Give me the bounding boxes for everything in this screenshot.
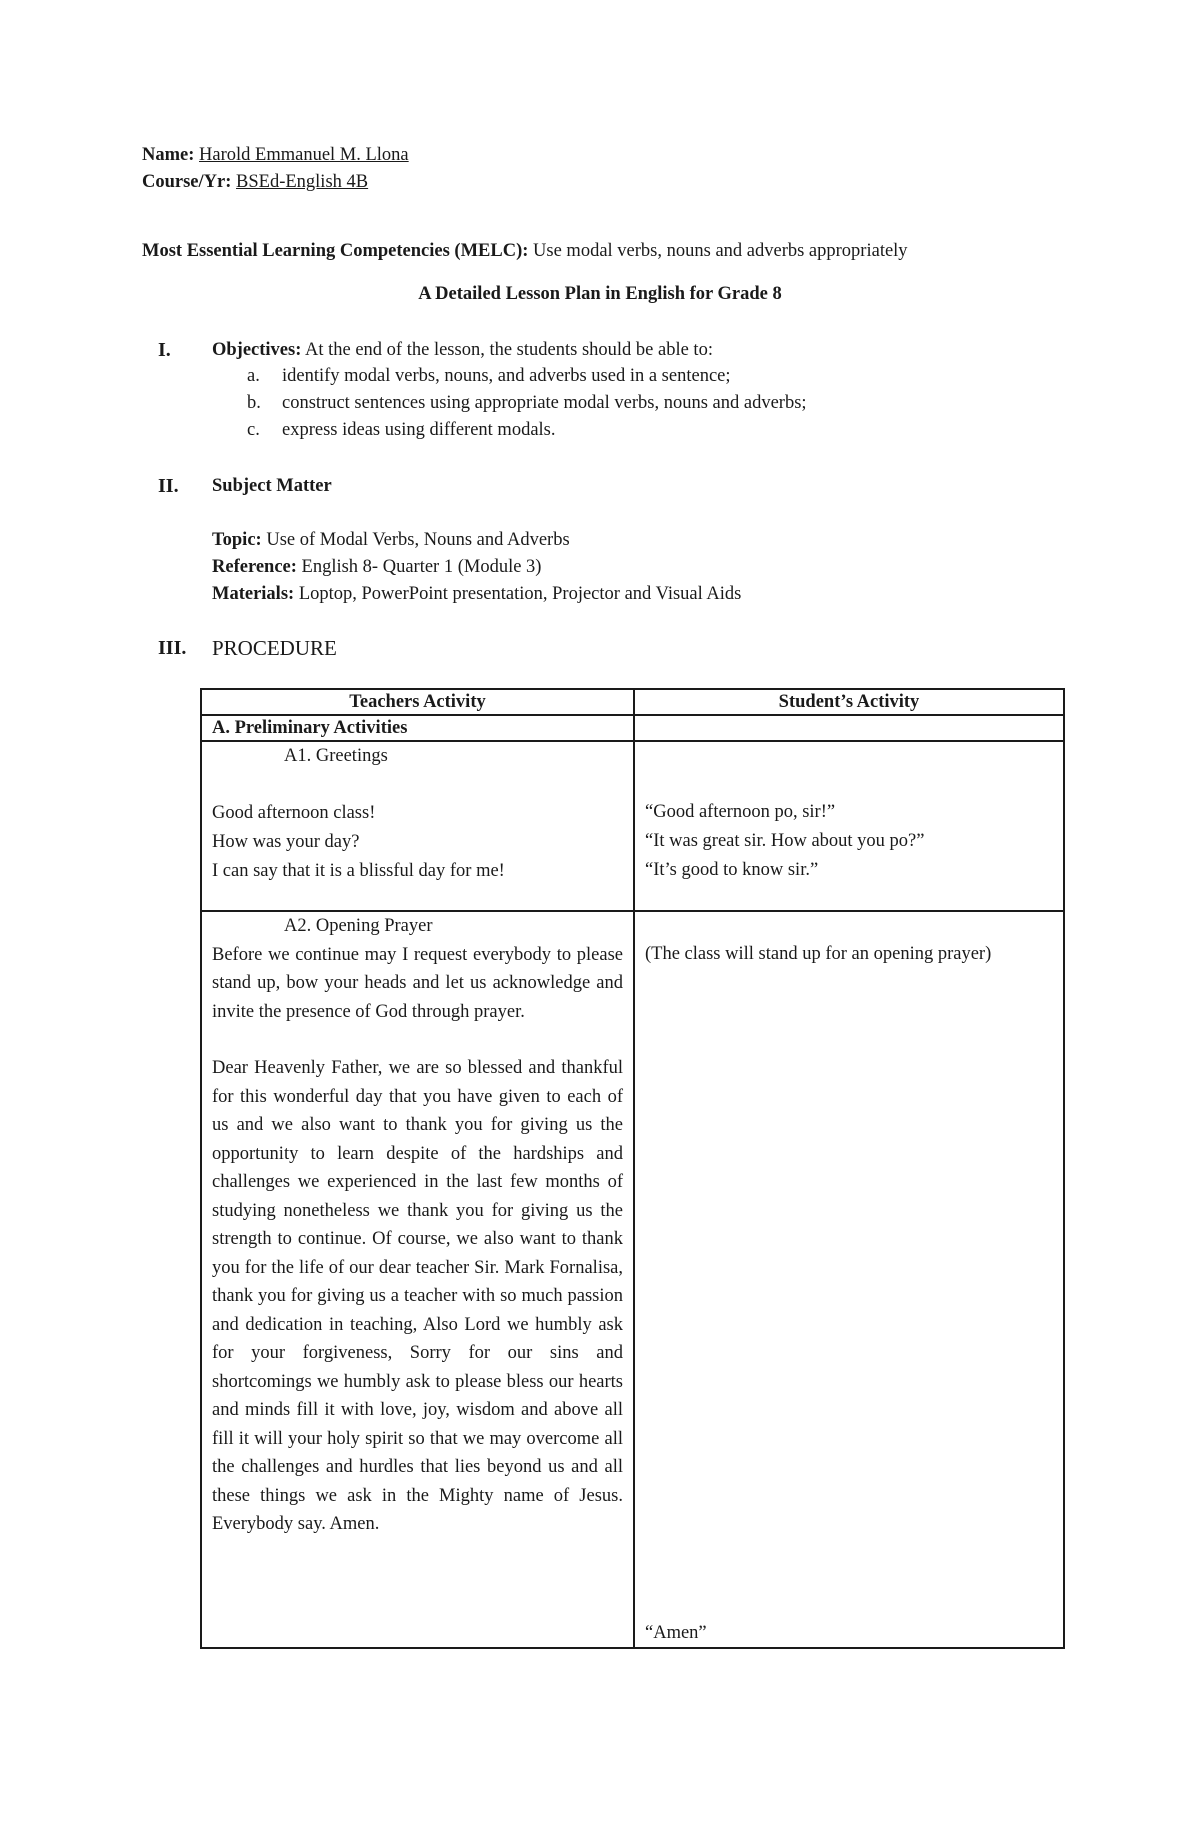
prayer-text: Dear Heavenly Father, we are so blessed and thankful for this wonderful day that you have given to each of us and we also want to thank you for giving us the opportunity to learn despite of the hardships and challenges we experienced in the last few months of studying nonetheless we thank you for giving us the strength to continue. Of course, we also want to thank you for the life of our dear teacher Sir. Mark Fornalisa, thank you for giving us a teacher with so much passion and dedication in teaching, Also Lord we humbly ask for your forgiveness, Sorry for our sins and shortcomings we humbly ask to please bless our hearts and minds fill it with love, joy, wisdom and above all fill it will your holy spirit so that we may overcome all the challenges and hurdles that lies beyond us and all these things we ask in the Mighty name of Jesus. Everybody say. Amen. xyxy=(212,1058,623,1534)
response-line: “It was great sir. How about you po?” xyxy=(645,831,925,851)
student-amen: “Amen” xyxy=(645,1622,707,1643)
greeting-line: How was your day? xyxy=(212,832,360,852)
response-line: “It’s good to know sir.” xyxy=(645,860,819,880)
table-row xyxy=(201,715,1064,741)
topic-line: Topic: Use of Modal Verbs, Nouns and Adverbs xyxy=(212,530,570,550)
course-label: Course/Yr: xyxy=(142,172,232,192)
header-student-activity: Student’s Activity xyxy=(634,689,1064,715)
preliminary-activities-cell: A. Preliminary Activities xyxy=(201,715,634,741)
greeting-line: I can say that it is a blissful day for me! xyxy=(212,861,505,881)
subject-matter-heading: Subject Matter xyxy=(212,476,332,496)
student-action: (The class will stand up for an opening prayer) xyxy=(645,944,992,964)
list-item: a. identify modal verbs, nouns, and adverbs used in a sentence; xyxy=(247,366,731,386)
header-teacher-activity: Teachers Activity xyxy=(201,689,634,715)
section-numeral-procedure: III. xyxy=(158,637,187,659)
name-label: Name: xyxy=(142,145,195,165)
document-title-text: A Detailed Lesson Plan in English for Grade 8 xyxy=(418,284,782,304)
greetings-teacher-cell xyxy=(201,741,634,911)
empty-cell xyxy=(634,715,1064,741)
table-row xyxy=(201,741,1064,911)
prayer-student-cell xyxy=(634,911,1064,1648)
table-row xyxy=(201,911,1064,1648)
name-value: Harold Emmanuel M. Llona xyxy=(199,145,409,165)
course-value: BSEd-English 4B xyxy=(236,172,369,192)
objectives-intro-text: At the end of the lesson, the students should be able to: xyxy=(305,340,713,360)
objectives-list xyxy=(247,363,807,444)
procedure-heading: PROCEDURE xyxy=(212,636,337,660)
response-line: “Good afternoon po, sir!” xyxy=(645,802,836,822)
greeting-line: Good afternoon class! xyxy=(212,803,376,823)
reference-line: Reference: English 8- Quarter 1 (Module 3) xyxy=(212,557,542,577)
section-numeral-objectives: I. xyxy=(158,339,171,361)
name-line xyxy=(142,141,409,169)
objectives-intro xyxy=(212,336,713,364)
objectives-label: Objectives: xyxy=(212,340,302,360)
melc-value: Use modal verbs, nouns and adverbs appropriately xyxy=(533,241,908,261)
prayer-request-text: Before we continue may I request everybody to please stand up, bow your heads and let us acknowledge and invite the presence of God through prayer. xyxy=(212,944,623,1022)
table-header-row xyxy=(201,689,1064,715)
melc-label: Most Essential Learning Competencies (MELC): xyxy=(142,241,529,261)
list-item: b. construct sentences using appropriate modal verbs, nouns and adverbs; xyxy=(247,393,807,413)
greetings-student-cell xyxy=(634,741,1064,911)
prayer-teacher-cell xyxy=(201,911,634,1648)
prayer-heading: A2. Opening Prayer xyxy=(284,916,433,936)
section-numeral-subject: II. xyxy=(158,475,179,497)
list-item: c. express ideas using different modals. xyxy=(247,420,556,440)
procedure-table xyxy=(200,688,1065,1649)
greetings-heading: A1. Greetings xyxy=(284,746,388,766)
melc-line xyxy=(142,237,908,265)
course-line xyxy=(142,168,368,196)
document-title xyxy=(0,280,1200,308)
materials-line: Materials: Loptop, PowerPoint presentation, Projector and Visual Aids xyxy=(212,584,742,604)
